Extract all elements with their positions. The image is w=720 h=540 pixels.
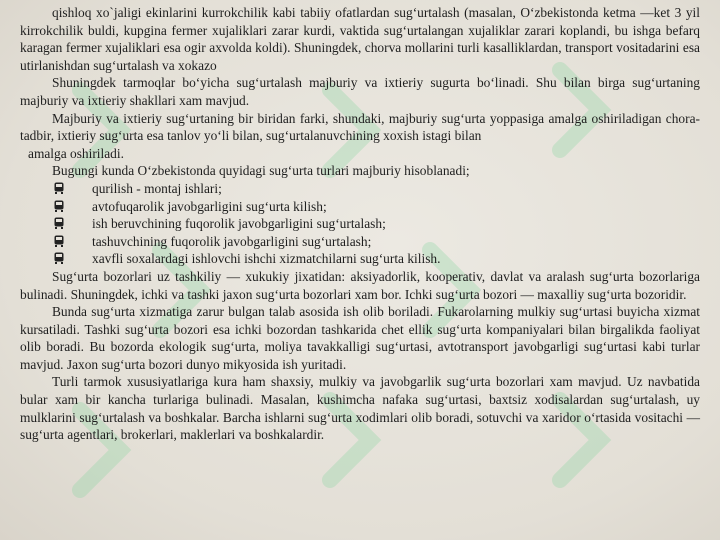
paragraph: Shuningdek tarmoqlar bo‘yicha sug‘urtalash majburiy va ixtieriy sugurta bo‘linadi. Shu bilan birga sug‘urtaning majburiy va ixtieriy shakllari xam mavjud. bbox=[20, 75, 700, 108]
list-item bbox=[20, 180, 700, 198]
list-item bbox=[20, 215, 700, 233]
list-item-text: ish beruvchining fuqorolik javobgarligini sug‘urtalash; bbox=[92, 216, 386, 232]
list-item-text: xavfli soxalardagi ishlovchi ishchi xizmatchilarni sug‘urta kilish. bbox=[92, 251, 441, 267]
bus-icon bbox=[20, 217, 92, 235]
paragraph: Bugungi kunda O‘zbekistonda quyidagi sug‘urta turlari majburiy hisoblanadi; bbox=[52, 163, 470, 179]
document-body bbox=[20, 4, 700, 444]
bus-icon bbox=[20, 200, 92, 218]
bus-icon bbox=[20, 235, 92, 253]
paragraph: amalga oshiriladi. bbox=[28, 145, 124, 161]
list-item-text: tashuvchining fuqorolik javobgarligini sug‘urtalash; bbox=[92, 233, 372, 249]
list-item-text: avtofuqarolik javobgarligini sug‘urta kilish; bbox=[92, 198, 327, 214]
paragraph: qishloq xo`jaligi ekinlarini kurrokchilik kabi tabiiy ofatlardan sug‘urtalash (masalan, O‘zbekistonda ketma —ket 3 yil kirrokchilik buldi, kupgina fermer xujaliklari zarar kurdi, vaktida sug‘urtalangan xujaliklar zarari koplandi, bu ishga befarq karagan fermer xujaliklari esa ogir axvolda koldi). Shuningdek, chorva mollarini turli kasalliklardan, transport vositadarini esa utirlanishdan sug‘urtalash va xokazo bbox=[20, 5, 700, 73]
list-item bbox=[20, 250, 700, 268]
list-item bbox=[20, 198, 700, 216]
bus-icon bbox=[20, 182, 92, 200]
bullet-list bbox=[20, 180, 700, 268]
list-item-text: qurilish - montaj ishlari; bbox=[92, 180, 222, 196]
paragraph: Bunda sug‘urta xizmatiga zarur bulgan talab asosida ish olib boriladi. Fukarolarning mulkiy sug‘urtasi buyicha xizmat kursatiladi. Tashki sug‘urta bozori esa ichki bozordan tashkarida chet ellik sug‘urta kompaniyalari bilan birgalikda faoliyat olib boradi. Bu bozorda ekologik sug‘urta, moliya tavakkalligi sug‘urtasi, avtotransport javobgarligi sug‘urtasi kabi turlar mavjud. Jaxon sug‘urta bozori dunyo mikyosida ish yuritadi. bbox=[20, 304, 700, 372]
list-item bbox=[20, 233, 700, 251]
paragraph: Turli tarmok xususiyatlariga kura ham shaxsiy, mulkiy va javobgarlik sug‘urta bozorlari xam mavjud. Uz navbatida bular xam bir kancha turlariga bulinadi. Masalan, kushimcha nafaka sug‘urtasi, baxtsiz xodisalardan sug‘urtalash, uy mulklarini sug‘urtalash va boshkalar. Barcha ishlarni sug‘urta xodimlari olib boradi, sotuvchi va xaridor o‘rtasida vositachi — sug‘urta agentlari, brokerlari, maklerlari va boshkalardir. bbox=[20, 374, 700, 443]
paragraph: Sug‘urta bozorlari uz tashkiliy — xukukiy jixatidan: aksiyadorlik, kooperativ, davlat va aralash sug‘urta bozorlariga bulinadi. Shuningdek, ichki va tashki jaxon sug‘urta bozorlari xam bor. Ichki sug‘urta bozori — maxalliy sug‘urta bozoridir. bbox=[20, 268, 700, 302]
paragraph: Majburiy va ixtieriy sug‘urtaning bir biridan farki, shundaki, majburiy sug‘urta yoppasiga amalga oshiriladigan chora-tadbir, ixtieriy sug‘urta esa tanlov yo‘li bilan, sug‘urtalanuvchining xoxish istagi bilan bbox=[20, 110, 700, 144]
